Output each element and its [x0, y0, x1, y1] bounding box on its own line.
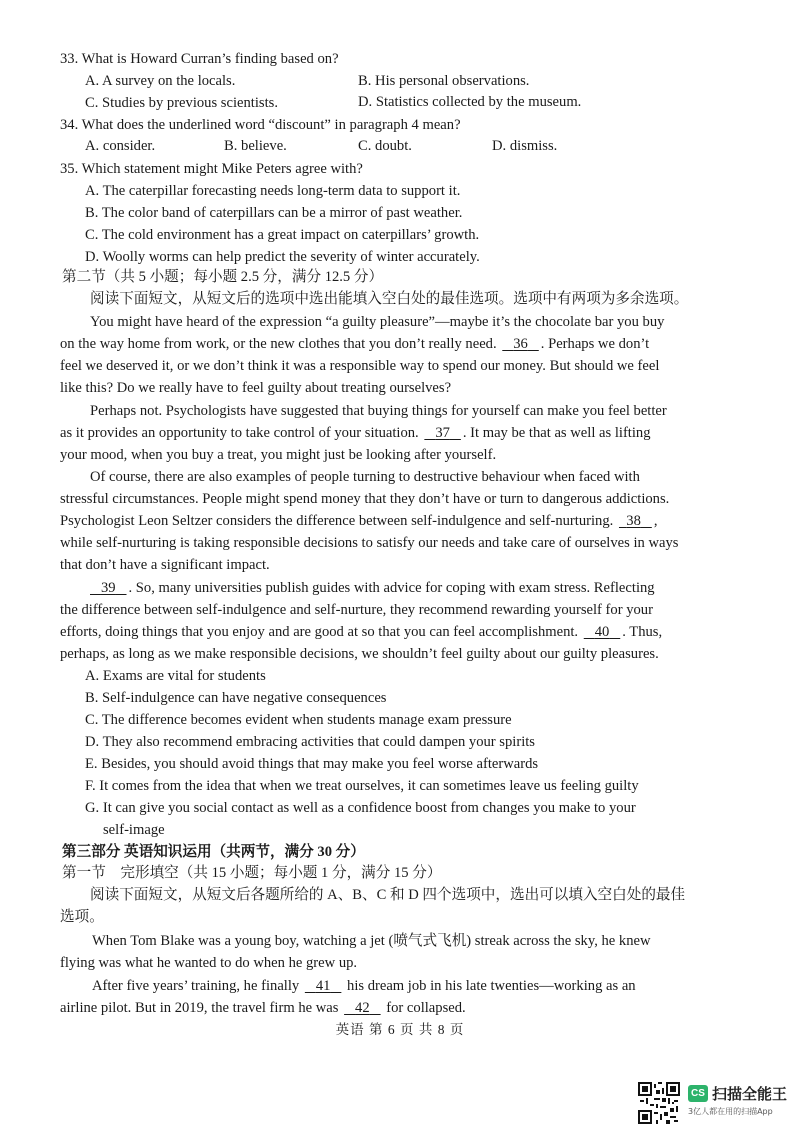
blank-39: 39: [100, 580, 116, 596]
passage-p1-line2: on the way home from work, or the new clothes that you don’t really need. 36 . Perhaps we don’t: [60, 336, 650, 352]
part3-header: 第三部分 英语知识运用（共两节，满分 30 分）: [62, 844, 365, 860]
q34-stem: 34. What does the underlined word “discount” in paragraph 4 mean?: [60, 117, 461, 133]
section2-header: 第二节（共 5 小题；每小题 2.5 分，满分 12.5 分）: [62, 269, 384, 285]
camscanner-brand: 扫描全能王: [712, 1085, 788, 1103]
q33-option-b: B. His personal observations.: [358, 73, 530, 89]
passage-p4-line3: efforts, doing things that you enjoy and are good at so that you can feel accomplishment. 40 . Thus,: [60, 624, 663, 640]
q34-option-c: C. doubt.: [358, 138, 412, 154]
blank-40: 40: [594, 624, 610, 640]
q33-option-a: A. A survey on the locals.: [85, 73, 236, 89]
section2-option-f: F. It comes from the idea that when we treat ourselves, it can sometimes leave us feeling guilty: [85, 778, 639, 794]
q33-option-c: C. Studies by previous scientists.: [85, 95, 278, 111]
passage-p1-line3: feel we deserved it, or we don’t think it was a responsible way to spend our money. But should we feel: [60, 358, 660, 374]
section2-option-e: E. Besides, you should avoid things that may make you feel worse afterwards: [85, 756, 539, 772]
q35-option-c: C. The cold environment has a great impact on caterpillars’ growth.: [85, 227, 480, 243]
cloze-p2-line1: After five years’ training, he finally 41 his dream job in his late twenties—working as an: [92, 978, 636, 994]
q34-option-a: A. consider.: [85, 138, 156, 154]
q34-underlined-word: discount: [274, 117, 325, 133]
section2-option-c: C. The difference becomes evident when students manage exam pressure: [85, 712, 512, 728]
cloze-p2-line2: airline pilot. But in 2019, the travel firm he was 42 for collapsed.: [60, 1000, 466, 1016]
passage-p2-line2: as it provides an opportunity to take control of your situation. 37 . It may be that as well as lifting: [60, 425, 651, 441]
section2-option-d: D. They also recommend embracing activities that could dampen your spirits: [85, 734, 535, 750]
q35-stem: 35. Which statement might Mike Peters agree with?: [60, 161, 363, 177]
passage-p4-line2: the difference between self-indulgence and self-nurture, they recommend rewarding yourself for your: [60, 602, 653, 618]
part3-instruction-line1: 阅读下面短文，从短文后各题所给的 A、B、C 和 D 四个选项中，选出可以填入空白处的最佳: [90, 887, 686, 903]
q35-option-d: D. Woolly worms can help predict the severity of winter accurately.: [85, 249, 480, 265]
q33-option-d: D. Statistics collected by the museum.: [358, 94, 582, 110]
cloze-p1-line1: When Tom Blake was a young boy, watching a jet (喷气式飞机) streak across the sky, he knew: [92, 933, 651, 949]
qr-code-icon: [638, 1082, 680, 1124]
passage-p4-line1: 39 . So, many universities publish guides with advice for coping with exam stress. Reflecting: [88, 579, 655, 597]
cloze-p1-line2: flying was what he wanted to do when he grew up.: [60, 955, 358, 971]
q35-option-a: A. The caterpillar forecasting needs long-term data to support it.: [85, 183, 461, 199]
passage-p4-line4: perhaps, as long as we make responsible decisions, we shouldn’t feel guilty about our guilty pleasures.: [60, 646, 659, 662]
passage-p2-line3: your mood, when you buy a treat, you might just be looking after yourself.: [60, 447, 497, 463]
passage-p1-line4: like this? Do we really have to feel guilty about treating ourselves?: [60, 380, 452, 396]
blank-38: 38: [626, 513, 641, 529]
q34-option-b: B. believe.: [224, 138, 287, 154]
camscanner-logo: CS: [688, 1085, 708, 1102]
part3-section1-header: 第一节 完形填空（共 15 小题；每小题 1 分，满分 15 分）: [62, 865, 442, 881]
passage-p3-line3: Psychologist Leon Seltzer considers the difference between self-indulgence and self-nurturing. 38 ,: [60, 513, 658, 529]
blank-41: 41: [315, 978, 331, 994]
section2-instruction: 阅读下面短文，从短文后的选项中选出能填入空白处的最佳选项。选项中有两项为多余选项。: [90, 291, 689, 307]
passage-p3-line1: Of course, there are also examples of people turning to destructive behaviour when faced with: [90, 469, 640, 485]
passage-p3-line4: while self-nurturing is taking responsible decisions to satisfy our needs and take care of ourselves in ways: [60, 535, 679, 551]
passage-p2-line1: Perhaps not. Psychologists have suggested that buying things for yourself can make you feel better: [90, 403, 667, 419]
q35-option-b: B. The color band of caterpillars can be a mirror of past weather.: [85, 205, 463, 221]
passage-p3-line5: that don’t have a significant impact.: [60, 557, 270, 573]
section2-option-b: B. Self-indulgence can have negative consequences: [85, 690, 387, 706]
camscanner-tagline: 3亿人都在用的扫描App: [688, 1107, 773, 1116]
passage-p1-line1: You might have heard of the expression “a guilty pleasure”—maybe it’s the chocolate bar you buy: [90, 314, 665, 330]
page-footer: 英语 第 6 页 共 8 页: [335, 1022, 465, 1037]
part3-instruction-line2: 选项。: [60, 909, 104, 925]
passage-p3-line2: stressful circumstances. People might spend money that they don’t have or turn to dangerous addictions.: [60, 491, 670, 507]
blank-37: 37: [435, 425, 450, 441]
section2-option-a: A. Exams are vital for students: [85, 668, 266, 684]
section2-option-g-cont: self-image: [103, 822, 165, 838]
section2-option-g: G. It can give you social contact as well as a confidence boost from changes you make to your: [85, 800, 636, 816]
blank-42: 42: [355, 1000, 370, 1016]
q33-stem: 33. What is Howard Curran’s finding based on?: [60, 51, 339, 67]
blank-36: 36: [513, 336, 528, 352]
q34-option-d: D. dismiss.: [492, 138, 558, 154]
